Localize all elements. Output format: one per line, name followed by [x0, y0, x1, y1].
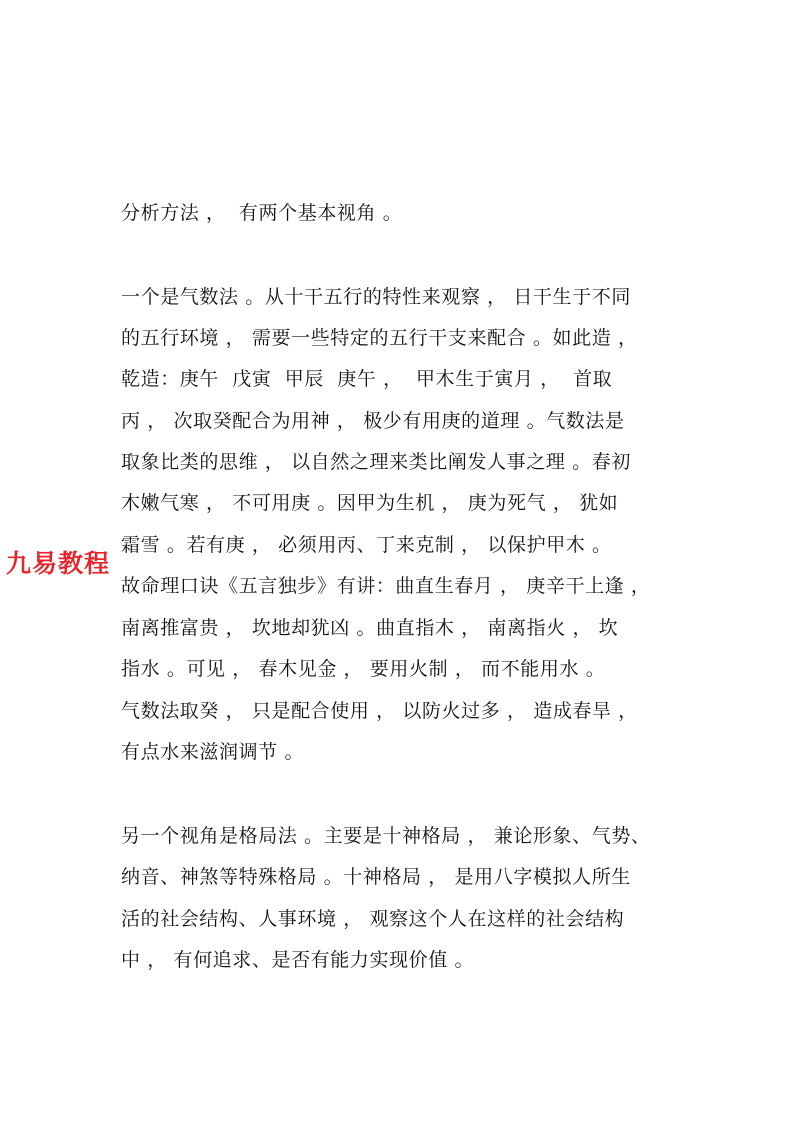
paragraph-qishu-line-6: 木嫩气寒 ， 不可用庚 。因甲为生机 ， 庚为死气 ， 犹如 — [121, 492, 619, 514]
paragraph-qishu-line-3: 乾造：庚午 戊寅 甲辰 庚午 ， 甲木生于寅月 ， 首取 — [121, 368, 613, 390]
paragraph-qishu-line-10: 指水 。可见 ， 春木见金 ， 要用火制 ， 而不能用水 。 — [121, 658, 606, 680]
paragraph-qishu-line-8: 故命理口诀《五言独步》有讲：曲直生春月 ， 庚辛干上逢 ， — [121, 575, 651, 597]
paragraph-qishu-line-7: 霜雪 。若有庚 ， 必须用丙、丁来克制 ， 以保护甲木 。 — [121, 534, 612, 556]
paragraph-qishu-line-4: 丙 ， 次取癸配合为用神 ， 极少有用庚的道理 。气数法是 — [121, 410, 625, 432]
paragraph-qishu-line-2: 的五行环境 ， 需要一些特定的五行干支来配合 。如此造 ， — [121, 327, 638, 349]
paragraph-qishu-line-11: 气数法取癸 ， 只是配合使用 ， 以防火过多 ， 造成春旱 ， — [121, 700, 638, 722]
paragraph-geju-line-2: 纳音、神煞等特殊格局 。十神格局 ， 是用八字模拟人所生 — [121, 866, 631, 888]
paragraph-geju-line-4: 中 ， 有何追求、是否有能力实现价值 。 — [121, 949, 475, 971]
paragraph-qishu-line-9: 南离推富贵 ， 坎地却犹凶 。曲直指木 ， 南离指火 ， 坎 — [121, 617, 619, 639]
paragraph-qishu-line-12: 有点水来滋润调节 。 — [121, 741, 305, 763]
paragraph-intro-line-1: 分析方法 ， 有两个基本视角 。 — [121, 202, 403, 224]
watermark-logo: 九易教程 — [6, 549, 111, 578]
paragraph-geju-line-1: 另一个视角是格局法 。主要是十神格局 ， 兼论形象、气势、 — [121, 825, 651, 847]
paragraph-qishu-line-1: 一个是气数法 。从十干五行的特性来观察 ， 日干生于不同 — [121, 286, 631, 308]
paragraph-geju-line-3: 活的社会结构、人事环境 ， 观察这个人在这样的社会结构 — [121, 908, 625, 930]
paragraph-qishu-line-5: 取象比类的思维 ， 以自然之理来类比阐发人事之理 。春初 — [121, 451, 631, 473]
